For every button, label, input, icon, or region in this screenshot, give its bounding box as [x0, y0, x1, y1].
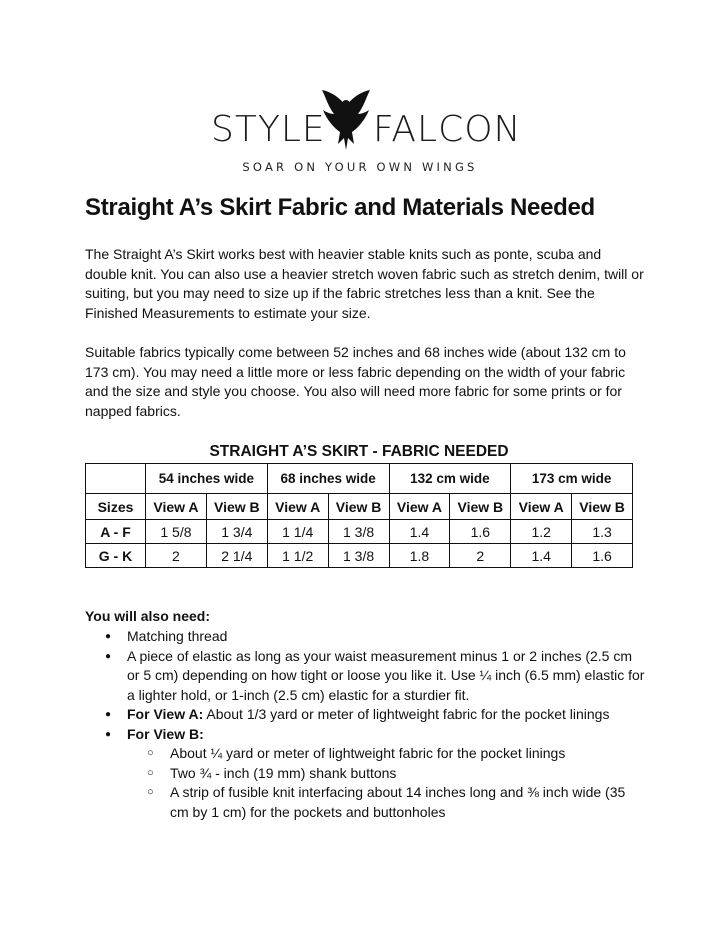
- view-header: View A: [389, 494, 450, 520]
- size-cell: G - K: [86, 544, 146, 568]
- view-header: View A: [511, 494, 572, 520]
- brand-tagline: SOAR ON YOUR OWN WINGS: [242, 160, 478, 174]
- table-header-widths: [86, 464, 633, 494]
- table-cell: 1 5/8: [146, 520, 207, 544]
- view-header: View A: [267, 494, 328, 520]
- table-cell: 1.4: [511, 544, 572, 568]
- table-cell: 1 3/8: [328, 520, 389, 544]
- brand-word-left: STYLE: [211, 109, 326, 150]
- view-header: View B: [328, 494, 389, 520]
- table-title: STRAIGHT A’S SKIRT - FABRIC NEEDED: [209, 443, 509, 460]
- view-header: View B: [572, 494, 633, 520]
- intro-paragraph: The Straight A’s Skirt works best with heavier stable knits such as ponte, scuba and double knit. You can also use a heavier stretch woven fabric such as stretch denim, twill or suiting, but you may need to size up if the fabric stretches less than a knit. See the Finished Measurements to estimate your size.: [85, 246, 644, 321]
- view-b-sublist: [127, 744, 645, 822]
- fabric-width-paragraph: Suitable fabrics typically come between 52 inches and 68 inches wide (about 132 cm to 173 cm). You may need a little more or less fabric depending on the width of your fabric and the size and style you choose. You also will need more fabric for some prints or for napped fabrics.: [85, 344, 626, 419]
- table-cell: 1.2: [511, 520, 572, 544]
- list-item-text: About 1/3 yard or meter of lightweight fabric for the pocket linings: [203, 706, 610, 722]
- table-cell: 2: [450, 544, 511, 568]
- table-row: [86, 520, 633, 544]
- size-cell: A - F: [86, 520, 146, 544]
- width-header: 173 cm wide: [511, 464, 633, 494]
- table-cell: 1 3/8: [328, 544, 389, 568]
- sublist-item: ○ A strip of fusible knit interfacing about 14 inches long and ⅜ inch wide (35 cm by 1 cm) for the pockets and buttonholes: [127, 783, 645, 822]
- table-cell: 1.4: [389, 520, 450, 544]
- table-corner-cell: [86, 464, 146, 494]
- table-cell: 1.8: [389, 544, 450, 568]
- width-header: 54 inches wide: [146, 464, 268, 494]
- materials-list: [85, 627, 645, 822]
- table-cell: 2 1/4: [206, 544, 267, 568]
- list-item-label: For View B:: [127, 725, 204, 742]
- width-header: 68 inches wide: [267, 464, 389, 494]
- view-header: View B: [450, 494, 511, 520]
- list-item: [85, 627, 645, 647]
- table-cell: 2: [146, 544, 207, 568]
- list-item: [85, 705, 645, 725]
- view-header: View A: [146, 494, 207, 520]
- table-cell: 1 1/2: [267, 544, 328, 568]
- list-item: [85, 725, 645, 823]
- width-header: 132 cm wide: [389, 464, 511, 494]
- falcon-icon: [318, 88, 374, 152]
- list-item-label: For View A:: [127, 706, 204, 722]
- list-item: [85, 647, 645, 706]
- sublist-item: ○ Two ¾ - inch (19 mm) shank buttons: [127, 764, 645, 784]
- fabric-table: [85, 463, 633, 568]
- table-cell: 1 3/4: [206, 520, 267, 544]
- list-item-text: A piece of elastic as long as your waist measurement minus 1 or 2 inches (2.5 cm or 5 cm) depending on how tight or loose you like it. Use ¼ inch (6.5 mm) elastic for a lighter hold, or 1-inch (2.5 cm) elastic for a sturdier fit.: [127, 647, 645, 703]
- table-cell: 1.6: [450, 520, 511, 544]
- page-title: Straight A’s Skirt Fabric and Materials Needed: [85, 194, 595, 221]
- sizes-header: Sizes: [86, 494, 146, 520]
- list-item-text: Matching thread: [127, 628, 228, 644]
- table-cell: 1.3: [572, 520, 633, 544]
- sublist-item: ○ About ¼ yard or meter of lightweight fabric for the pocket linings: [127, 744, 645, 764]
- view-header: View B: [206, 494, 267, 520]
- table-header-views: [86, 494, 633, 520]
- table-row: [86, 544, 633, 568]
- table-cell: 1.6: [572, 544, 633, 568]
- materials-heading: You will also need:: [85, 608, 210, 624]
- table-cell: 1 1/4: [267, 520, 328, 544]
- brand-logo: [0, 88, 720, 178]
- brand-word-right: FALCON: [373, 109, 522, 150]
